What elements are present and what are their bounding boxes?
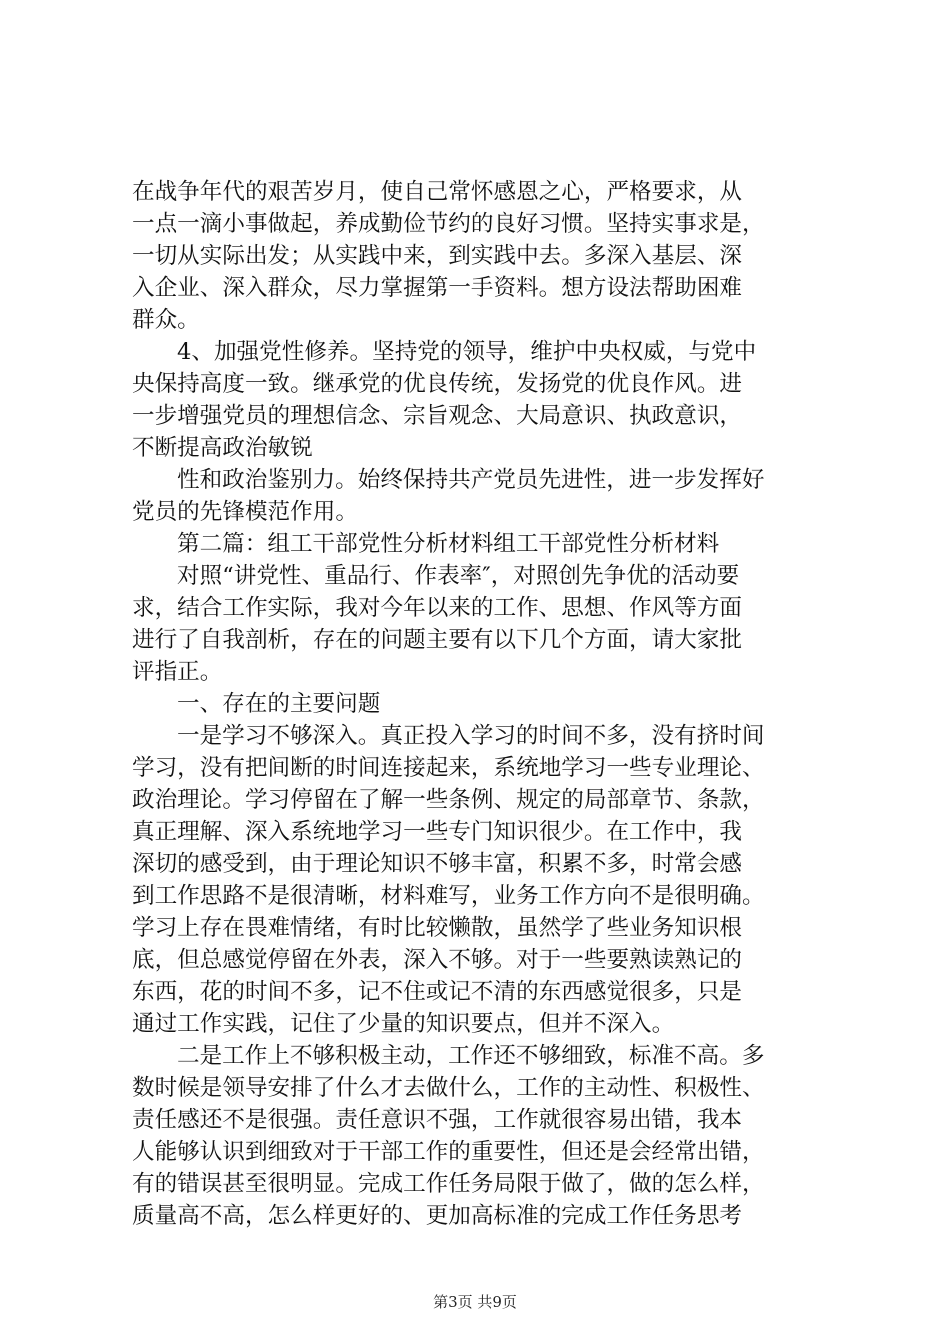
text-line: 有的错误甚至很明显。完成工作任务局限于做了，做的怎么样， <box>132 1171 765 1197</box>
text-line: 二是工作上不够积极主动，工作还不够细致，标准不高。多 <box>177 1043 765 1069</box>
text-line: 一切从实际出发；从实践中来，到实践中去。多深入基层、深 <box>132 243 743 269</box>
text-line: 一步增强党员的理想信念、宗旨观念、大局意识、执政意识， <box>132 403 743 429</box>
text-line: 深切的感受到，由于理论知识不够丰富，积累不多，时常会感 <box>132 851 743 877</box>
text-line: 学习，没有把间断的时间连接起来，系统地学习一些专业理论、 <box>132 755 765 781</box>
text-line: 质量高不高，怎么样更好的、更加高标准的完成工作任务思考 <box>132 1203 743 1229</box>
document-body <box>132 176 832 1232</box>
text-line: 一、存在的主要问题 <box>177 691 381 717</box>
text-line: 责任感还不是很强。责任意识不强，工作就很容易出错，我本 <box>132 1107 743 1133</box>
text-line: 一是学习不够深入。真正投入学习的时间不多，没有挤时间 <box>177 723 765 749</box>
text-line: 第二篇：组工干部党性分析材料组工干部党性分析材料 <box>177 531 720 557</box>
page-footer: 第3页 共9页 <box>433 1293 517 1311</box>
text-line: 人能够认识到细致对于干部工作的重要性，但还是会经常出错， <box>132 1139 765 1165</box>
text-line: 对照“讲党性、重品行、作表率″，对照创先争优的活动要 <box>177 563 740 589</box>
text-line: 不断提高政治敏锐 <box>132 435 313 461</box>
text-line: 真正理解、深入系统地学习一些专门知识很少。在工作中，我 <box>132 819 743 845</box>
text-line: 入企业、深入群众，尽力掌握第一手资料。想方设法帮助困难 <box>132 275 743 301</box>
text-line: 底，但总感觉停留在外表，深入不够。对于一些要熟读熟记的 <box>132 947 743 973</box>
text-line: 性和政治鉴别力。始终保持共产党员先进性，进一步发挥好 <box>177 467 765 493</box>
text-line: 群众。 <box>132 307 200 333</box>
text-line: 政治理论。学习停留在了解一些条例、规定的局部章节、条款， <box>132 787 765 813</box>
text-line: 数时候是领导安排了什么才去做什么，工作的主动性、积极性、 <box>132 1075 765 1101</box>
text-line: 4、加强党性修养。坚持党的领导，维护中央权威，与党中 <box>177 339 757 365</box>
text-line: 到工作思路不是很清晰，材料难写，业务工作方向不是很明确。 <box>132 883 765 909</box>
text-line: 评指正。 <box>132 659 223 685</box>
text-line: 学习上存在畏难情绪，有时比较懒散，虽然学了些业务知识根 <box>132 915 743 941</box>
text-line: 求，结合工作实际，我对今年以来的工作、思想、作风等方面 <box>132 595 743 621</box>
text-line: 在战争年代的艰苦岁月，使自己常怀感恩之心，严格要求，从 <box>132 179 743 205</box>
text-line: 党员的先锋模范作用。 <box>132 499 358 525</box>
text-line: 央保持高度一致。继承党的优良传统，发扬党的优良作风。进 <box>132 371 743 397</box>
text-line: 一点一滴小事做起，养成勤俭节约的良好习惯。坚持实事求是， <box>132 211 765 237</box>
text-line: 进行了自我剖析，存在的问题主要有以下几个方面，请大家批 <box>132 627 743 653</box>
text-line: 东西，花的时间不多，记不住或记不清的东西感觉很多，只是 <box>132 979 743 1005</box>
text-line: 通过工作实践，记住了少量的知识要点，但并不深入。 <box>132 1011 675 1037</box>
